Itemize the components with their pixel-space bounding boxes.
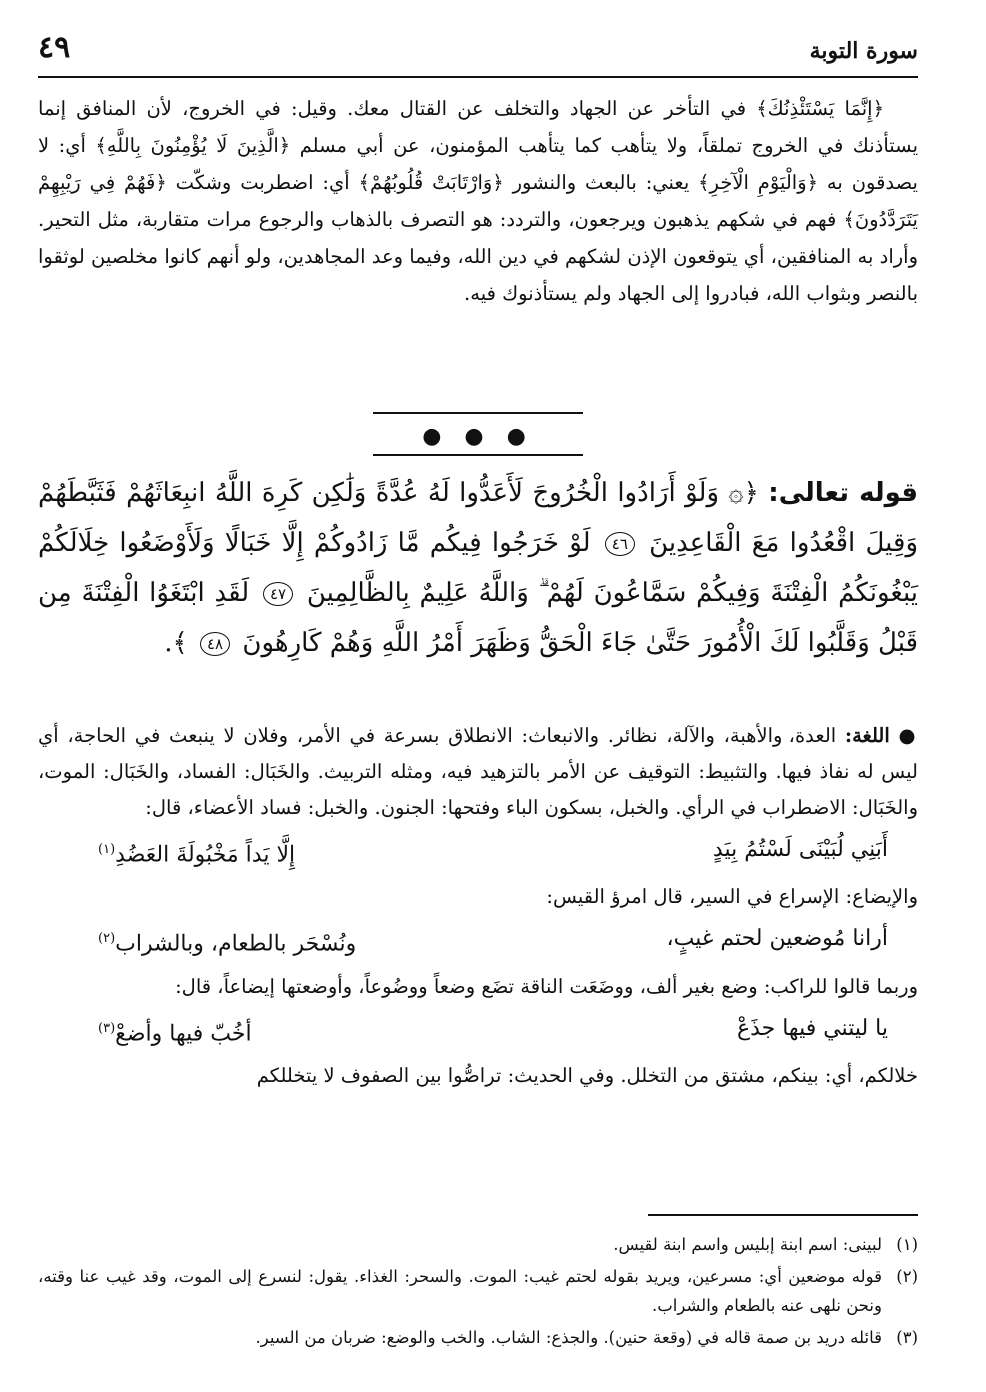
verse-number-48: ٤٨ bbox=[200, 632, 230, 656]
footnote bbox=[38, 1230, 918, 1259]
poem-1-first-hemistich: أَبَنِي لُبَيْنَى لَسْتُمُ بِيَدٍ bbox=[712, 837, 888, 862]
verse-end: ﴾. bbox=[164, 628, 188, 658]
separator-line-top bbox=[373, 412, 583, 414]
verse-number-46: ٤٦ bbox=[605, 532, 635, 556]
separator-dots: ● ● ● bbox=[422, 424, 534, 449]
section-separator bbox=[373, 412, 583, 456]
language-paragraph-4: خلالكم، أي: بينكم، مشتق من التخلل. وفي الحديث: تراصُّوا بين الصفوف لا يتخللكم bbox=[256, 1063, 918, 1087]
separator-line-bottom bbox=[373, 454, 583, 456]
footnote-number: (٢) bbox=[896, 1267, 918, 1286]
commentary-section bbox=[38, 90, 918, 312]
quran-verse-block bbox=[38, 468, 918, 668]
language-paragraph-2: والإيضاع: الإسراع في السير، قال امرؤ القيس: bbox=[546, 885, 918, 909]
poem-verse-3 bbox=[38, 1005, 918, 1058]
verse-text-47: لَوْ خَرَجُوا فِيكُم مَّا زَادُوكُمْ إِلَّا خَبَالًا وَلَأَوْضَعُوا خِلَالَكُمْ يَبْغُونَكُمُ الْفِتْنَةَ وَفِيكُمْ سَمَّاعُونَ لَهُمْ ۗ وَاللَّهُ عَلِيمٌ بِالظَّالِمِينَ bbox=[38, 528, 919, 608]
verse-text-48: لَقَدِ ابْتَغَوُا الْفِتْنَةَ مِن قَبْلُ وَقَلَّبُوا لَكَ الْأُمُورَ حَتَّىٰ جَاءَ الْحَقُّ وَظَهَرَ أَمْرُ اللَّهِ وَهُمْ كَارِهُونَ bbox=[38, 578, 918, 658]
poem-1-second-hemistich: إِلَّا يَداً مَخْبُولَةَ العَضُدِ$^{(١)}$ bbox=[98, 842, 296, 868]
poem-2-second-hemistich: ونُسْحَر بالطعام، وبالشراب$^{(٢)}$ bbox=[98, 931, 357, 957]
poem-2-first-hemistich: أرانا مُوضعين لحتم غيبٍ، bbox=[666, 926, 888, 952]
footnote-divider bbox=[648, 1214, 918, 1216]
footnote-text: قائله دريد بن صمة قاله في (وقعة حنين). والجذع: الشاب. والخب والوضع: ضربان من السير. bbox=[255, 1328, 882, 1347]
poem-3-second-hemistich: أخُبّ فيها وأضعْ$^{(٣)}$ bbox=[98, 1020, 252, 1046]
footnote-number: (١) bbox=[896, 1235, 918, 1254]
poem-3-first-hemistich: يا ليتني فيها جذَعْ bbox=[736, 1015, 888, 1041]
document-page bbox=[38, 28, 918, 1368]
language-label: اللغة: bbox=[844, 724, 890, 747]
footnote-number: (٣) bbox=[896, 1328, 918, 1347]
verse-intro: قوله تعالى: bbox=[768, 478, 919, 508]
footnote bbox=[38, 1323, 918, 1352]
verse-text-46: ﴿۞ وَلَوْ أَرَادُوا الْخُرُوجَ لَأَعَدُّوا لَهُ عُدَّةً وَلَٰكِن كَرِهَ اللَّهُ انبِعَاثَهُمْ فَثَبَّطَهُمْ وَقِيلَ اقْعُدُوا مَعَ الْقَاعِدِينَ bbox=[38, 478, 918, 558]
footnote-ref-3: (٣) bbox=[98, 1020, 116, 1036]
footnote-ref-2: (٢) bbox=[98, 931, 116, 947]
page-header bbox=[38, 28, 918, 78]
footnote-ref-1: (١) bbox=[98, 842, 116, 857]
language-text-1: العدة، والأهبة، والآلة، نظائر. والانبعاث: الانطلاق بسرعة في الأمر، وفلان لا ينبعث في الحاجة، أي ليس له نفاذ فيها. والتثبيط: التوقيف عن الأمر بالتزهيد فيه، ومثله التربيث. والخَبَال: الفساد، والخَبَال: الموت، والخَبَال: الاضطراب في الرأي. والخبل، بسكون الباء وفتحها: الجنون. والخبل: فساد الأعضاء، قال: bbox=[38, 724, 918, 819]
verse-number-47: ٤٧ bbox=[263, 582, 293, 606]
footnotes-section bbox=[38, 1230, 918, 1355]
poem-verse-2 bbox=[38, 915, 918, 968]
language-section bbox=[38, 718, 918, 1094]
commentary-paragraph: ﴿إِنَّمَا يَسْتَئْذِنُكَ﴾ في التأخر عن الجهاد والتخلف عن القتال معك. وقيل: في الخروج، لأن المنافق إنما يستأذنك في الخروج تملقاً، ولا يتأهب كما يتأهب المؤمنون، عن أبي مسلم ﴿الَّذِينَ لَا يُؤْمِنُونَ بِاللَّهِ﴾ أي: لا يصدقون به ﴿وَالْيَوْمِ الْآخِرِ﴾ يعني: بالبعث والنشور ﴿وَارْتَابَتْ قُلُوبُهُمْ﴾ أي: اضطربت وشكّت ﴿فَهُمْ فِي رَيْبِهِمْ يَتَرَدَّدُونَ﴾ فهم في شكهم يذهبون ويرجعون، والتردد: هو التصرف بالذهاب والرجوع مرات متقاربة، مثل التحير. وأراد به المنافقين، أي يتوقعون الإذن لشكهم في دين الله، وفيما وعد المجاهدين، ولو أنهم كانوا مخلصين لوثقوا بالنصر وبثواب الله، فبادروا إلى الجهاد ولم يستأذنوك فيه. bbox=[38, 97, 918, 305]
language-paragraph-3: وربما قالوا للراكب: وضع بغير ألف، ووضَعَت الناقة تضَع وضعاً ووضُوعاً، وأوضعتها إيضاعاً، قال: bbox=[175, 974, 918, 998]
language-paragraph-1 bbox=[38, 718, 918, 826]
footnote-text: قوله موضعين أي: مسرعين، ويريد بقوله لحتم غيب: الموت. والسحر: الغذاء. يقول: لنسرع إلى الموت، وقد غيب عنا وقته، ونحن نلهى عنه بالطعام والشراب. bbox=[38, 1267, 882, 1315]
surah-title: سورة التوبة bbox=[809, 38, 918, 64]
bullet-icon: ● bbox=[898, 724, 919, 747]
page-number: ٤٩ bbox=[38, 30, 71, 65]
poem-verse-1 bbox=[38, 826, 918, 879]
footnote-text: لبينى: اسم ابنة إبليس واسم ابنة لقيس. bbox=[613, 1235, 882, 1254]
footnote bbox=[38, 1262, 918, 1320]
